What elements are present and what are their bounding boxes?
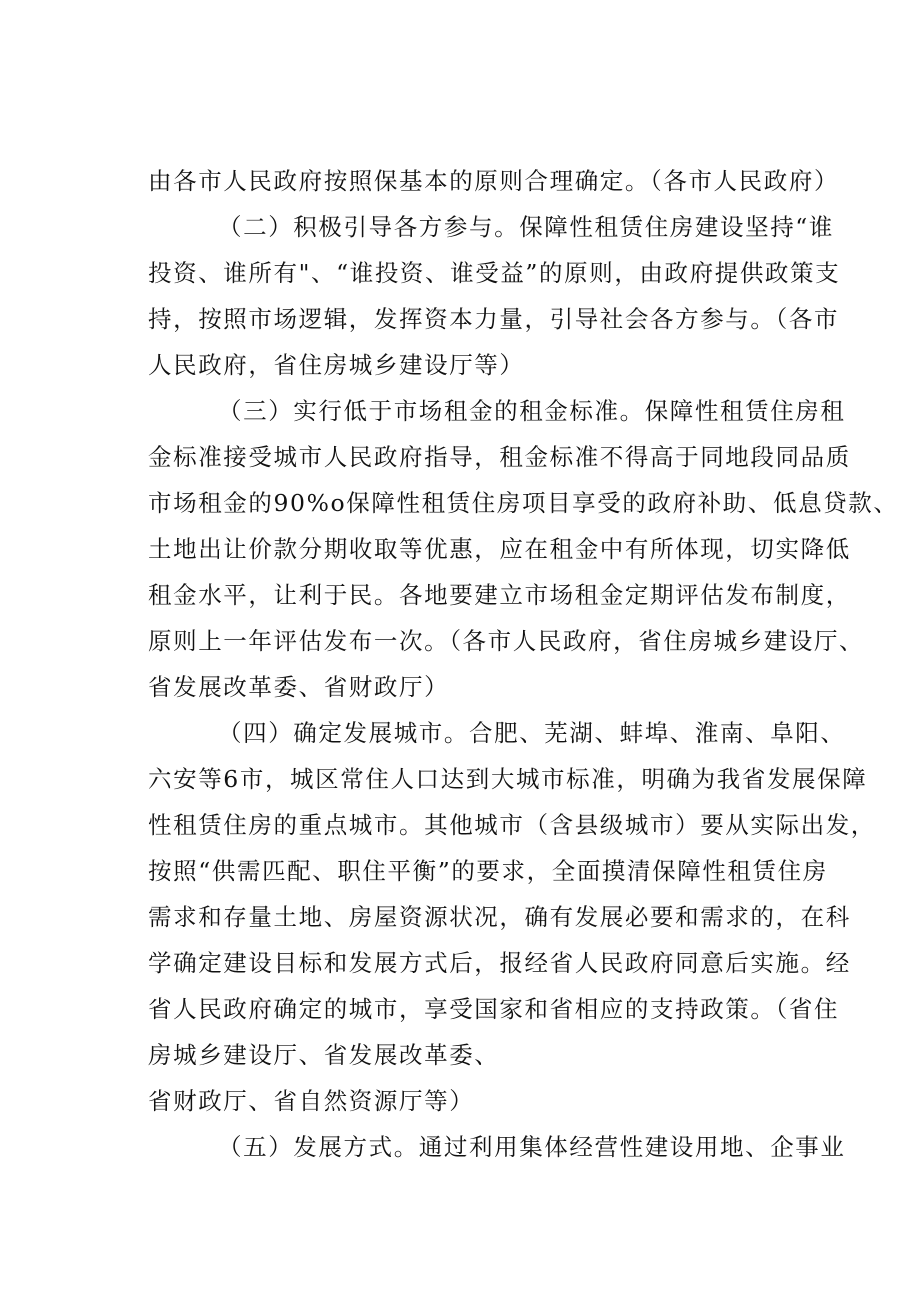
- text-line: 原则上一年评估发布一次。（各市人民政府，省住房城乡建设厅、: [148, 627, 865, 655]
- text-line: 市场租金的90%o保障性租赁住房项目享受的政府补助、低息贷款、: [148, 489, 899, 517]
- text-line: 土地出让价款分期收取等优惠，应在租金中有所体现，切实降低: [148, 535, 851, 563]
- text-line: （四）确定发展城市。合肥、芜湖、蚌埠、淮南、阜阳、: [218, 719, 846, 747]
- text-line: 由各市人民政府按照保基本的原则合理确定。（各市人民政府）: [148, 167, 840, 195]
- text-line: 学确定建设目标和发展方式后，报经省人民政府同意后实施。经: [148, 949, 851, 977]
- text-line: 需求和存量土地、房屋资源状况，确有发展必要和需求的，在科: [148, 903, 851, 931]
- text-line: （三）实行低于市场租金的租金标准。保障性租赁住房租: [218, 397, 846, 425]
- text-line: 性租赁住房的重点城市。其他城市（含县级城市）要从实际出发，: [148, 811, 876, 839]
- text-line: 投资、谁所有"、“谁投资、谁受益”的原则，由政府提供政策支: [148, 259, 841, 287]
- text-line: 省财政厅、省自然资源厅等）: [148, 1087, 475, 1115]
- text-line: 按照“供需匹配、职住平衡”的要求，全面摸清保障性租赁住房: [148, 857, 828, 885]
- text-line: 六安等6市，城区常住人口达到大城市标准，明确为我省发展保障: [148, 765, 868, 793]
- text-line: 省人民政府确定的城市，享受国家和省相应的支持政策。（省住: [148, 995, 840, 1023]
- text-line: （二）积极引导各方参与。保障性租赁住房建设坚持“谁: [218, 213, 835, 241]
- text-line: 人民政府，省住房城乡建设厅等）: [148, 351, 525, 379]
- text-line: 金标准接受城市人民政府指导，租金标准不得高于同地段同品质: [148, 443, 851, 471]
- text-line: 省发展改革委、省财政厅）: [148, 673, 450, 701]
- text-line: 房城乡建设厅、省发展改革委、: [148, 1041, 500, 1069]
- text-line: （五）发展方式。通过利用集体经营性建设用地、企事业: [218, 1133, 846, 1161]
- text-line: 持，按照市场逻辑，发挥资本力量，引导社会各方参与。（各市: [148, 305, 840, 333]
- text-line: 租金水平，让利于民。各地要建立市场租金定期评估发布制度，: [148, 581, 851, 609]
